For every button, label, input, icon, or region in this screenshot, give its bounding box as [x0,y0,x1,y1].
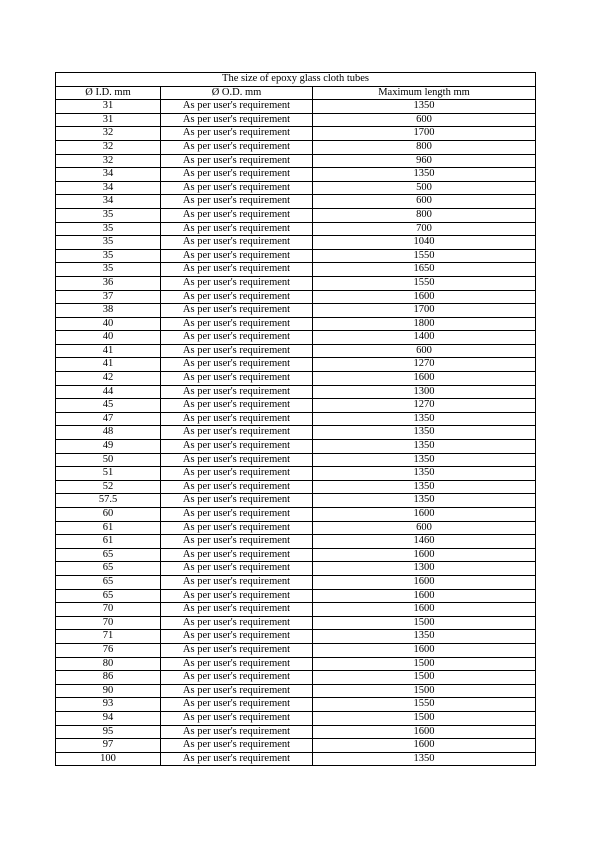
table-row [56,643,536,657]
cell-id: 76 [56,643,161,657]
table-row [56,399,536,413]
table-row [56,154,536,168]
cell-id: 41 [56,358,161,372]
cell-id: 31 [56,113,161,127]
cell-max-length: 1600 [313,589,536,603]
cell-od: As per user's requirement [161,290,313,304]
cell-max-length: 600 [313,113,536,127]
table-row [56,616,536,630]
table-row [56,480,536,494]
cell-max-length: 1350 [313,426,536,440]
cell-id: 47 [56,412,161,426]
cell-id: 37 [56,290,161,304]
cell-max-length: 800 [313,140,536,154]
cell-max-length: 1600 [313,739,536,753]
table-row [56,671,536,685]
cell-max-length: 1500 [313,711,536,725]
cell-id: 90 [56,684,161,698]
cell-id: 52 [56,480,161,494]
table-row [56,575,536,589]
cell-od: As per user's requirement [161,154,313,168]
cell-max-length: 1500 [313,657,536,671]
table-row [56,222,536,236]
table-row [56,440,536,454]
cell-od: As per user's requirement [161,222,313,236]
cell-id: 49 [56,440,161,454]
cell-max-length: 600 [313,344,536,358]
table-row [56,113,536,127]
cell-od: As per user's requirement [161,671,313,685]
epoxy-tube-size-table [55,72,536,766]
cell-max-length: 1350 [313,100,536,114]
cell-id: 35 [56,236,161,250]
cell-od: As per user's requirement [161,426,313,440]
cell-id: 70 [56,616,161,630]
cell-id: 50 [56,453,161,467]
cell-od: As per user's requirement [161,643,313,657]
cell-od: As per user's requirement [161,521,313,535]
cell-id: 80 [56,657,161,671]
table-row [56,344,536,358]
cell-od: As per user's requirement [161,630,313,644]
table-row [56,412,536,426]
cell-max-length: 1600 [313,548,536,562]
table-row [56,535,536,549]
table-row [56,181,536,195]
cell-id: 86 [56,671,161,685]
cell-max-length: 1350 [313,467,536,481]
table-row [56,508,536,522]
cell-id: 32 [56,154,161,168]
cell-id: 42 [56,372,161,386]
cell-od: As per user's requirement [161,684,313,698]
cell-max-length: 1350 [313,440,536,454]
cell-max-length: 1350 [313,752,536,766]
cell-id: 65 [56,589,161,603]
cell-od: As per user's requirement [161,181,313,195]
cell-od: As per user's requirement [161,399,313,413]
cell-od: As per user's requirement [161,249,313,263]
table-row [56,276,536,290]
cell-max-length: 500 [313,181,536,195]
cell-max-length: 1700 [313,127,536,141]
cell-id: 32 [56,127,161,141]
cell-max-length: 1700 [313,304,536,318]
cell-max-length: 1600 [313,372,536,386]
cell-od: As per user's requirement [161,331,313,345]
table-row [56,739,536,753]
table-row [56,290,536,304]
cell-max-length: 1800 [313,317,536,331]
cell-od: As per user's requirement [161,358,313,372]
cell-od: As per user's requirement [161,752,313,766]
cell-od: As per user's requirement [161,440,313,454]
cell-od: As per user's requirement [161,208,313,222]
table-row [56,711,536,725]
cell-max-length: 1350 [313,630,536,644]
cell-od: As per user's requirement [161,725,313,739]
table-row [56,426,536,440]
header-od: Ø O.D. mm [161,86,313,100]
cell-id: 71 [56,630,161,644]
header-id: Ø I.D. mm [56,86,161,100]
cell-id: 97 [56,739,161,753]
table-row [56,140,536,154]
cell-od: As per user's requirement [161,575,313,589]
cell-od: As per user's requirement [161,535,313,549]
cell-od: As per user's requirement [161,236,313,250]
cell-max-length: 1350 [313,412,536,426]
cell-id: 34 [56,168,161,182]
table-row [56,249,536,263]
table-row [56,603,536,617]
cell-od: As per user's requirement [161,589,313,603]
cell-id: 93 [56,698,161,712]
table-row [56,372,536,386]
table-row [56,752,536,766]
cell-max-length: 1550 [313,249,536,263]
cell-id: 31 [56,100,161,114]
table-row [56,331,536,345]
table-row [56,317,536,331]
cell-od: As per user's requirement [161,412,313,426]
table-row [56,208,536,222]
cell-max-length: 1600 [313,575,536,589]
table-row [56,494,536,508]
cell-id: 35 [56,208,161,222]
table-row [56,195,536,209]
cell-id: 40 [56,317,161,331]
cell-od: As per user's requirement [161,140,313,154]
cell-id: 35 [56,263,161,277]
cell-od: As per user's requirement [161,453,313,467]
table-row [56,562,536,576]
cell-od: As per user's requirement [161,698,313,712]
table-body [56,100,536,766]
cell-max-length: 1550 [313,276,536,290]
table-row [56,548,536,562]
cell-max-length: 1400 [313,331,536,345]
cell-max-length: 1600 [313,643,536,657]
table-row [56,698,536,712]
cell-id: 65 [56,548,161,562]
cell-max-length: 1300 [313,562,536,576]
cell-od: As per user's requirement [161,562,313,576]
cell-max-length: 1350 [313,453,536,467]
cell-id: 61 [56,535,161,549]
cell-id: 41 [56,344,161,358]
cell-max-length: 1500 [313,671,536,685]
table-row [56,725,536,739]
cell-max-length: 1040 [313,236,536,250]
cell-od: As per user's requirement [161,127,313,141]
cell-max-length: 1600 [313,290,536,304]
cell-max-length: 1350 [313,494,536,508]
table-title: The size of epoxy glass cloth tubes [56,73,536,87]
cell-max-length: 1600 [313,603,536,617]
cell-od: As per user's requirement [161,603,313,617]
cell-od: As per user's requirement [161,508,313,522]
cell-od: As per user's requirement [161,494,313,508]
table-row [56,100,536,114]
cell-id: 94 [56,711,161,725]
cell-od: As per user's requirement [161,711,313,725]
cell-od: As per user's requirement [161,317,313,331]
table-row [56,127,536,141]
table-row [56,385,536,399]
cell-max-length: 1350 [313,480,536,494]
cell-od: As per user's requirement [161,195,313,209]
cell-max-length: 1270 [313,358,536,372]
cell-id: 57.5 [56,494,161,508]
cell-od: As per user's requirement [161,168,313,182]
cell-od: As per user's requirement [161,616,313,630]
cell-max-length: 700 [313,222,536,236]
cell-od: As per user's requirement [161,263,313,277]
cell-od: As per user's requirement [161,344,313,358]
cell-id: 95 [56,725,161,739]
cell-od: As per user's requirement [161,657,313,671]
cell-od: As per user's requirement [161,467,313,481]
cell-id: 100 [56,752,161,766]
cell-id: 60 [56,508,161,522]
table-row [56,684,536,698]
table-row [56,168,536,182]
table-row [56,236,536,250]
cell-id: 38 [56,304,161,318]
cell-od: As per user's requirement [161,304,313,318]
table-row [56,467,536,481]
cell-max-length: 960 [313,154,536,168]
cell-max-length: 1300 [313,385,536,399]
cell-id: 34 [56,195,161,209]
cell-id: 36 [56,276,161,290]
table-row [56,521,536,535]
cell-id: 65 [56,562,161,576]
cell-max-length: 1650 [313,263,536,277]
cell-max-length: 600 [313,521,536,535]
cell-max-length: 1500 [313,684,536,698]
cell-max-length: 1550 [313,698,536,712]
cell-id: 32 [56,140,161,154]
table-row [56,657,536,671]
cell-id: 35 [56,222,161,236]
table-row [56,589,536,603]
cell-id: 44 [56,385,161,399]
cell-max-length: 1600 [313,725,536,739]
cell-id: 40 [56,331,161,345]
cell-od: As per user's requirement [161,480,313,494]
cell-max-length: 1270 [313,399,536,413]
cell-od: As per user's requirement [161,113,313,127]
cell-od: As per user's requirement [161,372,313,386]
header-max-length: Maximum length mm [313,86,536,100]
cell-id: 35 [56,249,161,263]
cell-id: 65 [56,575,161,589]
cell-id: 48 [56,426,161,440]
cell-max-length: 1350 [313,168,536,182]
table-title-row [56,73,536,87]
cell-id: 45 [56,399,161,413]
table-row [56,304,536,318]
cell-id: 34 [56,181,161,195]
cell-max-length: 600 [313,195,536,209]
cell-od: As per user's requirement [161,385,313,399]
table-row [56,358,536,372]
cell-od: As per user's requirement [161,100,313,114]
cell-od: As per user's requirement [161,548,313,562]
table-row [56,263,536,277]
table-header-row [56,86,536,100]
cell-max-length: 1460 [313,535,536,549]
table-row [56,453,536,467]
cell-id: 70 [56,603,161,617]
cell-id: 51 [56,467,161,481]
cell-max-length: 800 [313,208,536,222]
cell-id: 61 [56,521,161,535]
cell-max-length: 1500 [313,616,536,630]
cell-od: As per user's requirement [161,739,313,753]
cell-max-length: 1600 [313,508,536,522]
table-row [56,630,536,644]
cell-od: As per user's requirement [161,276,313,290]
